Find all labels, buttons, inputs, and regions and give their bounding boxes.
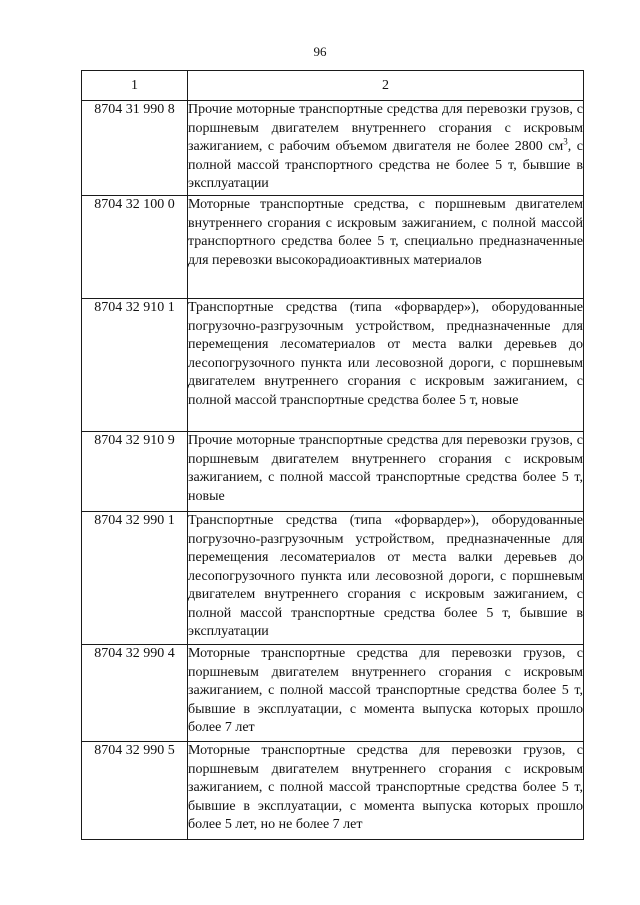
table-row xyxy=(82,645,584,742)
column-header-1: 1 xyxy=(82,71,188,101)
row-description: Прочие моторные транспортные средства для перевозки грузов, с поршневым двигателем внутреннего сгорания с искровым зажиганием, с полной массой транспортные средства более 5 т, новые xyxy=(188,432,584,512)
row-code: 8704 32 910 1 xyxy=(82,299,188,432)
row-description: Моторные транспортные средства для перевозки грузов, с поршневым двигателем внутреннего сгорания с искровым зажиганием, с полной массой транспортные средства более 5 т, бывшие в эксплуатации, с момента выпуска которых прошло более 7 лет xyxy=(188,645,584,742)
column-header-2: 2 xyxy=(188,71,584,101)
table-row xyxy=(82,299,584,432)
row-description: Моторные транспортные средства, с поршневым двигателем внутреннего сгорания с искровым зажиганием, с полной массой транспортного средства более 5 т, специально предназначенные для перевозки высокорадиоактивных материалов xyxy=(188,196,584,299)
table-row xyxy=(82,512,584,645)
cubic-superscript: 3 xyxy=(563,136,568,147)
row-description-text: Прочие моторные транспортные средства для перевозки грузов, с поршневым двигателем внутреннего сгорания с искровым зажиганием, с рабочим объемом двигателя не более 2800 см xyxy=(188,102,583,154)
row-code: 8704 32 990 4 xyxy=(82,645,188,742)
row-code: 8704 31 990 8 xyxy=(82,101,188,196)
row-description: Транспортные средства (типа «форвардер»), оборудованные погрузочно-разгрузочным устройством, предназначенные для перемещения лесоматериалов от места валки деревьев до лесопогрузочного пункта или лесовозной дороги, с поршневым двигателем внутреннего сгорания с искровым зажиганием, с полной массой транспортные средства более 5 т, новые xyxy=(188,299,584,432)
table-row xyxy=(82,101,584,196)
row-description-text-continued: , с полной массой транспортного средства не более 5 т, бывшие в эксплуатации xyxy=(188,139,583,191)
page-number: 96 xyxy=(313,44,327,59)
table-row xyxy=(82,742,584,840)
row-description: Моторные транспортные средства для перевозки грузов, с поршневым двигателем внутреннего сгорания с искровым зажиганием, с полной массой транспортные средства более 5 т, бывшие в эксплуатации, с момента выпуска которых прошло более 5 лет, но не более 7 лет xyxy=(188,742,584,840)
table-header-row xyxy=(82,71,584,101)
row-code: 8704 32 100 0 xyxy=(82,196,188,299)
row-code: 8704 32 990 5 xyxy=(82,742,188,840)
customs-code-table xyxy=(81,70,584,840)
row-code: 8704 32 910 9 xyxy=(82,432,188,512)
row-code: 8704 32 990 1 xyxy=(82,512,188,645)
row-description xyxy=(188,101,584,196)
row-description: Транспортные средства (типа «форвардер»), оборудованные погрузочно-разгрузочным устройством, предназначенные для перемещения лесоматериалов от места валки деревьев до лесопогрузочного пункта или лесовозной дороги, с поршневым двигателем внутреннего сгорания с искровым зажиганием, с полной массой транспортные средства более 5 т, бывшие в эксплуатации xyxy=(188,512,584,645)
table-row xyxy=(82,432,584,512)
table-row xyxy=(82,196,584,299)
